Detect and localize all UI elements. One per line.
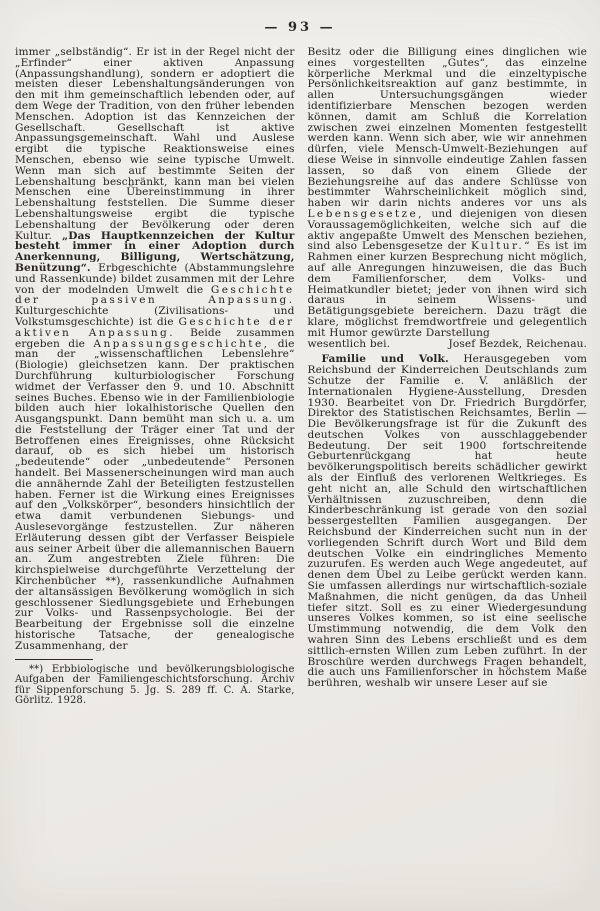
text-segment-spaced: Geschichte der aktiven Anpassung.	[15, 315, 295, 339]
text-segment-bold: Familie und Volk.	[321, 353, 449, 366]
signature-line	[308, 339, 588, 350]
review-conclusion-paragraph	[308, 47, 588, 339]
review-body-continuation	[15, 47, 295, 652]
text-columns	[0, 35, 600, 707]
text-segment-normal: Herausgegeben vom Reichsbund der Kinderreichen Deutschlands zum Schutze der Familie e. V. anläßlich der Internationalen Hygiene-Ausstellung, Dresden 1930. Bearbeitet von Dr. Friedrich Burgdörfer, Direktor des Statistischen Reichsamtes, Berlin — Die Bevölkerungsfrage ist für die Zukunft des deutschen Volkes von ausschlaggebender Bedeutung. Der seit 1900 fortschreitende Geburtenrückgang hat heute bevölkerungspolitisch bereits schädlicher gewirkt als der Einfluß des verlorenen Weltkrieges. Es geht nicht an, alle Schuld den wirtschaftlichen Verhältnissen zuzuschreiben, denn die Kinderbeschränkung ist gerade von den sozial bessergestellten Familien ausgegangen. Der Reichsbund der Kinderreichen sucht nun in der vorliegenden Schrift durch Wort und Bild dem deutschen Volke ein eindringliches Memento zuzurufen. Es werden auch Wege angedeutet, auf denen dem Übel zu Leibe gerückt werden kann. Sie umfassen allerdings nur wirtschaftlich-soziale Maßnahmen, die nicht genügen, da das Unheil tiefer sitzt. Soll es zu einer Wiedergesundung unseres Volkes kommen, so ist eine seelische Umstimmung notwendig, die dem Volk den wahren Sinn des Lebens erschließt und es dem sittlich-ernsten Willen zum Leben zuführt. In der Broschüre werden durchwegs Fragen behandelt, die auch uns Familienforscher in höchstem Maße berühren, weshalb wir unsere Leser auf sie	[307, 353, 588, 690]
text-segment-normal: **) Erbbiologische und bevölkerungsbiologische Aufgaben der Familiengeschichtsforschung. Archiv für Sippenforschung 5. Jg. S. 289 ff. C. A. Starke, Görlitz. 1928.	[15, 663, 295, 707]
text-segment-normal: Es ist im Rahmen einer kurzen Besprechung nicht möglich, auf alle Anregungen hinzuweisen, die das Buch dem Familienforscher, dem Volks- und Heimatkundler bietet; jeder von ihnen wird sich daraus in seinem Wissens- und Betätigungsgebiete bereichern. Dazu trägt die klare, möglichst fremdwortfreie und gelegentlich mit Humor gewürzte Darstellung	[307, 240, 587, 339]
column-right	[308, 47, 588, 707]
review-familie-und-volk-paragraph	[308, 354, 588, 689]
text-segment-spaced: Anpassungsgeschichte,	[93, 337, 270, 350]
text-segment-spaced: Geschichte der passiven Anpassung.	[15, 283, 295, 307]
reviewer-signature: Josef Bezdek, Reichenau.	[448, 337, 587, 350]
text-segment-normal: Besitz oder die Billigung eines dinglichen wie eines vorgestellten „Gutes“, das einzelne körperliche Merkmal und die einzeltypische Persönlichkeitsreaktion auf ganz bestimmte, in allen Untersuchungsgängen wieder identifizierbare Menschen bezogen werden können, damit am Schluß die Korrelation zwischen zwei einzelnen Momenten festgestellt werden kann. Wenn sich aber, wie wir annehmen dürfen, viele Mensch-Umwelt-Beziehungen auf diese Weise in sinnvolle eindeutige Zahlen fassen lassen, so daß von einem Gliede der Beziehungsreihe auf das andere Schlüsse von bestimmter Wahrscheinlichkeit möglich sind, haben wir darin nichts anderes vor uns als	[307, 46, 587, 210]
column-left	[15, 47, 295, 707]
footnote-separator-rule	[15, 659, 93, 660]
text-segment-bold: „Das Hauptkennzeichen der Kultur besteht immer in einer Adoption durch Anerkennung, Billigung, Wertschätzung, Benützung“.	[15, 229, 295, 274]
page-number: — 93 —	[264, 20, 336, 35]
text-segment-spaced: Kultur.“	[471, 240, 532, 253]
text-segment-normal: Beide zusammen ergeben die	[15, 326, 295, 350]
footnote-text	[15, 665, 295, 707]
text-segment-spaced: Lebensgesetze,	[307, 207, 424, 220]
text-segment-normal: Kulturgeschichte (Zivilisations- und Volkstumsgeschichte) ist die	[15, 305, 295, 328]
text-segment-normal: die man der „wissenschaftlichen Lebenslehre“ (Biologie) gleichsetzen kann. Der praktischen Durchführung kulturbiologischer Forschung widmet der Verfasser den 9. und 10. Abschnitt seines Buches. Ebenso wie in der Familienbiologie bilden auch hier lokalhistorische Quellen den Ausgangspunkt. Dann bemüht man sich u. a. um die Feststellung der Träger einer Tat und der Betroffenen eines Ereignisses, ohne Rücksicht darauf, ob es sich hiebei um historisch „bedeutende“ oder „unbedeutende“ Personen handelt. Bei Massenerscheinungen wird man auch die annähernde Zahl der Beteiligten festzustellen haben. Ferner ist die Wirkung eines Ereignisses auf den „Volkskörper“, besonders hinsichtlich der etwa damit verbundenen Siebungs- und Auslesevorgänge festzustellen. Zur näheren Erläuterung dessen gibt der Verfasser Beispiele aus seiner Arbeit über die allemannischen Bauern an. Zum angestrebten Ziele führen: Die kirchspielweise durchgeführte Verzettelung der Kirchenbücher **), rassenkundliche Aufnahmen der altansässigen Bevölkerung womöglich in sich geschlossener Siedlungsgebiete und Erhebungen zur Volks- und Rassenpsychologie. Bei der Bearbeitung der Ergebnisse soll die einzelne historische Tatsache, der genealogische Zusammenhang, der	[15, 337, 295, 652]
text-segment-normal: und diejenigen von diesen Voraussagemöglichkeiten, welche sich auf die aktiv angepaßte Umwelt des Menschen beziehen, sind also Lebensgesetze der	[307, 207, 587, 253]
text-segment-normal: immer „selbständig“. Er ist in der Regel nicht der „Erfinder“ einer aktiven Anpassung (Anpassungshandlung), sondern er adoptiert die meisten dieser Lebenshaltungsänderungen von den mit ihm gemeinschaftlich lebenden oder, auf dem Wege der Tradition, von den früher lebenden Menschen. Adoption ist das Kennzeichen der Gesellschaft. Gesellschaft ist aktive Anpassungsgemeinschaft. Wahl und Auslese ergibt die typische Reaktionsweise eines Menschen, ebenso wie seine typische Umwelt. Wenn man sich auf bestimmte Seiten der Lebenshaltung beschränkt, kann man bei vielen Menschen eine Übereinstimmung in ihrer Lebenshaltung feststellen. Die Summe dieser Lebenshaltungsweise ergibt die typische Lebenshaltung der Bevölkerung oder deren Kultur.	[15, 46, 295, 242]
signature-line-start: wesentlich bei.	[307, 337, 391, 350]
text-segment-normal: Erbgeschichte (Abstammungslehre und Rassenkunde) bildet zusammen mit der Lehre von der modelnden Umwelt die	[15, 261, 295, 296]
